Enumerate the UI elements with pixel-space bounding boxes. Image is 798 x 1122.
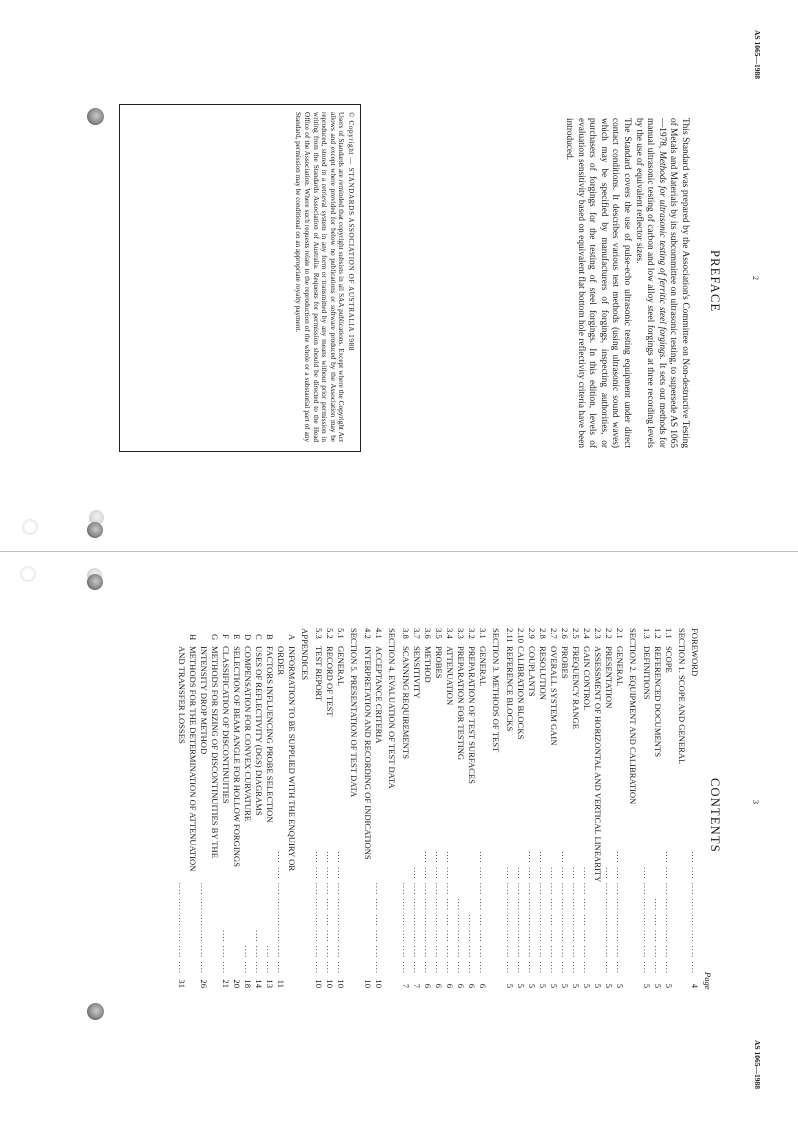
copyright-text: Users of Standards are reminded that copyright subsists in all SAA publications. Except where the Copyright Act allows and except where provided for below no publications or software produced by the Association may be reproduced, stored in a retrieval system in any form or transmitted by any means without prior permission in writing from the Standards Association of Australia. Requests for permission should be directed to the Head Office of the Association. Where such requests relate to the reproduction of the whole or a substantial part of any Standard, permission may be conditional on an appropriate royalty payment. xyxy=(294,112,346,442)
toc-entry: 3.5 PROBES .... .... .... .... .... .... .... .... 6 xyxy=(434,628,444,988)
toc-entry: 2.9 COUPLANTS .... .... .... .... .... .... .... .... 5 xyxy=(527,628,537,988)
toc-entry: 1.3 DEFINITIONS .... .... .... .... .... .... .... 5 xyxy=(642,628,652,988)
contents-heading: CONTENTS xyxy=(708,778,722,853)
preface-paragraph-2: The Standard covers the use of pulse-echo ultrasonic testing equipment under direct contact conditions. It describes various test methods (using ultrasonic sound waves) which may be specified by manufacturers of forgings, inspecting authorities, or purchasers of forgings for the testing of steel forgings. In this edition, levels of evaluation sensitivity based on equivalent flat bottom hole reflectivity criteria have been introduced. xyxy=(564,118,633,448)
toc-entry: 3.1 GENERAL .... .... .... .... .... .... .... .... 6 xyxy=(478,628,488,988)
toc-appendix: E SELECTION OF BEAM ANGLE FOR HOLLOW FORGINGS 20 xyxy=(232,634,242,988)
toc-section-title: SECTION 4. EVALUATION OF TEST DATA xyxy=(387,628,397,789)
toc-appendix: INTENSITY DROP METHOD .... .... .... .... .... .... 26 xyxy=(199,646,209,988)
toc-entry: 5.3 TEST REPORT .... .... .... .... .... .... .... .... 10 xyxy=(314,628,324,988)
toc-entry: 1.1 SCOPE .... .... .... .... .... .... .... .... 5 xyxy=(664,628,674,988)
toc-appendix: D COMPENSATION FOR CONVEX CURVATURE .... .... 18 xyxy=(243,634,253,988)
preface-paragraph-1: This Standard was prepared by the Association's Committee on Non-destructive Testing of Metals and Materials by its subcommittee on ultrasonic testing, to supersede AS 1065—1978, Methods for ultrasonic testing of ferritic steel forgings. It sets out methods for manual ultrasonic testing of carbon and low alloy steel forgings at three recording levels by the use of equivalent reflector sizes. xyxy=(633,118,690,448)
right-page-number: 3 xyxy=(751,800,760,804)
left-page-number: 2 xyxy=(751,276,760,280)
toc-entry: 3.2 PREPARATION OF TEST SURFACES .... .... .... .... 6 xyxy=(467,628,477,988)
toc-entry: 2.8 RESOLUTION .... .... .... .... .... .... .... .... 5 xyxy=(538,628,548,988)
copyright-title: © Copyright — STANDARDS ASSOCIATION OF AUSTRALIA 1988 xyxy=(347,112,355,351)
toc-appendix: H METHODS FOR THE DETERMINATION OF ATTENUATION xyxy=(188,634,198,872)
toc-appendix: A INFORMATION TO BE SUPPLIED WITH THE ENQUIRY OR xyxy=(287,634,297,872)
toc-entry: 5.1 GENERAL .... .... .... .... .... .... .... .... 10 xyxy=(336,628,346,988)
toc-entry: 2.5 FREQUENCY RANGE .... .... .... .... .... .... .... 5 xyxy=(571,628,581,988)
toc-appendix: ORDER .... .... .... .... .... .... .... .... 11 xyxy=(276,646,286,988)
toc-entry: 3.4 ATTENUATION .... .... .... .... .... .... .... .... 6 xyxy=(445,628,455,988)
left-page-code: AS 1065—1988 xyxy=(753,30,762,79)
page-column-label: Page xyxy=(703,972,713,990)
toc-entry: 3.7 SENSITIVITY .... .... .... .... .... .... .... 7 xyxy=(412,628,422,988)
toc-entry: 3.3 PREPARATION FOR TESTING .... .... .... .... .... 6 xyxy=(456,628,466,988)
toc-section-title: SECTION 2. EQUIPMENT AND CALIBRATION xyxy=(628,628,638,805)
toc-entry: 2.10 CALIBRATION BLOCKS .... .... .... .... .... .... .... 5 xyxy=(516,628,526,988)
binding-hole-icon xyxy=(22,519,38,535)
copyright-notice xyxy=(119,104,361,452)
preface-heading: PREFACE xyxy=(708,250,722,313)
right-page-code: AS 1065—1988 xyxy=(753,1040,762,1089)
toc-appendix: G METHODS FOR SIZING OF DISCONTINUITIES BY THE xyxy=(210,634,220,858)
toc-entry: 2.6 PROBES .... .... .... .... .... .... .... .... 5 xyxy=(560,628,570,988)
toc-appendix: B FACTORS INFLUENCING PROBE SELECTION .... .... 13 xyxy=(265,634,275,988)
binding-hole-icon xyxy=(87,108,104,125)
toc-entry: 3.8 SCANNING REQUIREMENTS .... .... .... .... .... .... 7 xyxy=(401,628,411,988)
binding-hole-icon xyxy=(87,1003,104,1020)
toc-appendix: F CLASSIFICATION OF DISCONTINUITIES .... .... .... 21 xyxy=(221,634,231,988)
appendices-title: APPENDICES xyxy=(300,628,310,681)
toc-entry: 3.6 METHOD .... .... .... .... .... .... .... .... 6 xyxy=(423,628,433,988)
toc-entry: 2.1 GENERAL .... .... .... .... .... .... .... .... 5 xyxy=(615,628,625,988)
toc-entry: 2.2 PRESENTATION .... .... .... .... .... .... .... 5 xyxy=(604,628,614,988)
toc-entry: 1.2 REFERENCED DOCUMENTS .... .... .... .... .... 5 xyxy=(653,628,663,988)
toc-entry: 4.2 INTERPRETATION AND RECORDING OF INDICATIONS 10 xyxy=(363,628,373,988)
binding-hole-icon xyxy=(87,522,103,538)
toc-entry: 2.11 REFERENCE BLOCKS .... .... .... .... .... .... .... 5 xyxy=(505,628,515,988)
toc-entry: 2.3 ASSESSMENT OF HORIZONTAL AND VERTICAL LINEARITY 5 xyxy=(593,628,603,988)
toc-section-title: SECTION 5. PRESENTATION OF TEST DATA xyxy=(349,628,359,798)
toc-entry-foreword: FOREWORD .... .... .... .... .... .... .... .... 4 xyxy=(690,628,700,988)
toc-entry: 4.1 ACCEPTANCE CRITERIA .... .... .... .... .... .... 10 xyxy=(374,628,384,988)
toc-section-title: SECTION 1. SCOPE AND GENERAL xyxy=(677,628,687,765)
toc-entry: 2.4 GAIN CONTROL .... .... .... .... .... .... .... 5 xyxy=(582,628,592,988)
toc-entry: 5.2 RECORD OF TEST .... .... .... .... .... .... .... .... 10 xyxy=(325,628,335,988)
page-fold-line xyxy=(0,551,798,552)
toc-appendix: AND TRANSFER LOSSES .... .... .... .... .... .... 31 xyxy=(177,646,187,988)
binding-hole-icon xyxy=(87,574,103,590)
toc-entry: 2.7 OVERALL SYSTEM GAIN .... .... .... .... .... .... .... 5 xyxy=(549,628,559,988)
toc-appendix: C USES OF REFLECTIVITY (DGS) DIAGRAMS .... .... .... 14 xyxy=(254,634,264,988)
toc-section-title: SECTION 3. METHODS OF TEST xyxy=(491,628,501,753)
preface-text xyxy=(562,118,690,448)
binding-hole-icon xyxy=(20,566,36,582)
